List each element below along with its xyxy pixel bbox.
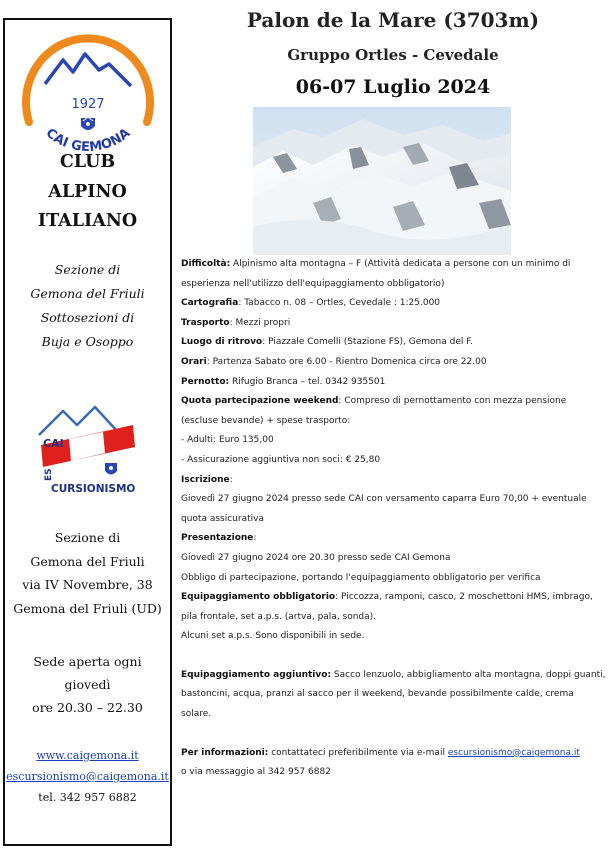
trasporto xyxy=(181,314,606,334)
presentazione-text: Giovedì 27 giugno 2024 ore 20.30 presso sede CAI Gemona xyxy=(181,552,451,563)
cai-shield-icon xyxy=(105,463,117,475)
address-line: Sezione di xyxy=(54,530,121,545)
presentazione-colon: : xyxy=(253,533,257,544)
contacts-block xyxy=(5,745,170,808)
logo-name: CAI GEMONA xyxy=(42,125,134,152)
club-title-line: ITALIANO xyxy=(37,211,138,231)
equip-obbl-text: : Piccozza, ramponi, casco, 2 moschettoni HMS, imbrago, pila frontale, set a.p.s. (artva, pala, sonda). xyxy=(181,592,593,622)
sezione-line: Sezione di xyxy=(54,262,121,277)
event-subtitle: Gruppo Ortles - Cevedale xyxy=(287,46,499,64)
pernotto xyxy=(181,373,606,393)
cai-gemona-logo xyxy=(13,24,163,152)
esc-logo-word: CURSIONISMO xyxy=(51,483,136,495)
equipaggiamento-aggiuntivo xyxy=(181,666,606,725)
trasporto-label: Trasporto xyxy=(181,317,230,328)
club-title-line: CLUB xyxy=(59,152,116,172)
event-date: 06-07 Luglio 2024 xyxy=(295,76,491,98)
ritrovo-text: : Piazzale Comelli (Stazione FS), Gemona del F. xyxy=(262,337,473,348)
sezione-line: Gemona del Friuli xyxy=(30,286,145,301)
equip-agg-label: Equipaggiamento aggiuntivo: xyxy=(181,669,332,680)
cai-escursionismo-logo xyxy=(33,401,143,499)
difficolta-text: Alpinismo alta montagna – F (Attività dedicata a persone con un minimo di esperienza nell'utilizzo dell'equipaggiamento obbligatorio) xyxy=(181,259,571,289)
sezione-line: Buja e Osoppo xyxy=(41,334,134,349)
obbligo-partecipazione: Obbligo di partecipazione, portando l'equipaggiamento obbligatorio per verifica xyxy=(181,572,541,583)
logo-year: 1927 xyxy=(71,97,105,112)
hours-line: ore 20.30 – 22.30 xyxy=(32,700,143,715)
quota-label: Quota partecipazione weekend xyxy=(181,396,339,407)
difficolta-label: Difficoltà: xyxy=(181,259,231,269)
presentazione-label: Presentazione xyxy=(181,533,254,544)
address-line: Gemona del Friuli (UD) xyxy=(13,600,162,616)
club-title xyxy=(5,148,170,237)
address-block xyxy=(5,526,170,620)
pernotto-text: Rifugio Branca – tel. 0342 935501 xyxy=(229,376,386,387)
quota-adulti: - Adulti: Euro 135,00 xyxy=(181,435,274,446)
orari-text: : Partenza Sabato ore 6.00 - Rientro Domenica circa ore 22.00 xyxy=(206,356,487,367)
quota-text: : Compreso di pernottamento con mezza pensione (escluse bevande) + spese trasporto: xyxy=(181,396,567,426)
hours-line: giovedì xyxy=(64,677,111,692)
cartografia xyxy=(181,294,606,314)
per-informazioni xyxy=(181,744,606,764)
equip-agg-text: Sacco lenzuolo, abbigliamento alta montagna, doppi guanti, bastoncini, acqua, pranzi al sacco per il weekend, bevande possibilmente calde, crema solare. xyxy=(181,669,606,720)
iscrizione-label: Iscrizione xyxy=(181,474,230,485)
orari xyxy=(181,353,606,373)
info-label: Per informazioni: xyxy=(181,747,269,758)
event-title: Palon de la Mare (3703m) xyxy=(246,8,540,32)
info-messaggio: o via messaggio al 342 957 6882 xyxy=(181,767,331,778)
esc-logo-cai: CAI xyxy=(43,437,64,450)
address-line: via IV Novembre, 38 xyxy=(22,577,153,592)
equip-obbl-label: Equipaggiamento obbligatorio xyxy=(181,592,336,603)
quota-assicurazione: - Assicurazione aggiuntiva non soci: € 25,80 xyxy=(181,454,381,465)
sezione-line: Sottosezioni di xyxy=(40,310,135,325)
website-link[interactable]: www.caigemona.it xyxy=(36,749,139,762)
iscrizione-text: Giovedì 27 giugno 2024 presso sede CAI con versamento caparra Euro 70,00 + eventuale quota assicurativa xyxy=(181,494,587,524)
mountain-photo xyxy=(253,107,511,255)
presentazione-heading xyxy=(181,529,606,549)
sezione-text xyxy=(5,258,170,354)
phone-number: tel. 342 957 6882 xyxy=(38,791,137,804)
hours-line: Sede aperta ogni xyxy=(33,654,142,669)
club-title-line: ALPINO xyxy=(48,181,127,202)
sidebar xyxy=(3,18,172,846)
trasporto-text: : Mezzi propri xyxy=(229,317,291,328)
opening-hours xyxy=(5,650,170,719)
info-email-link[interactable]: escursionismo@caigemona.it xyxy=(447,747,580,758)
iscrizione-colon: : xyxy=(229,474,233,485)
iscrizione-heading xyxy=(181,471,606,491)
difficolta xyxy=(181,255,606,294)
luogo-ritrovo xyxy=(181,333,606,353)
cai-shield-icon xyxy=(81,117,95,130)
email-link[interactable]: escursionismo@caigemona.it xyxy=(6,770,169,783)
quota-partecipazione xyxy=(181,392,606,431)
address-line: Gemona del Friuli xyxy=(30,553,145,569)
cartografia-text: : Tabacco n. 08 – Ortles, Cevedale : 1:25.000 xyxy=(238,298,441,309)
ritrovo-label: Luogo di ritrovo xyxy=(181,337,263,348)
event-details xyxy=(181,255,606,783)
pernotto-label: Pernotto: xyxy=(181,376,230,387)
info-text: contattateci preferibilmente via e-mail xyxy=(268,747,448,758)
equipaggiamento-obbligatorio xyxy=(181,588,606,627)
orari-label: Orari xyxy=(181,356,207,367)
cartografia-label: Cartografia xyxy=(181,298,239,309)
esc-logo-letters: ES xyxy=(44,468,54,481)
alcuni-set: Alcuni set a.p.s. Sono disponibili in sede. xyxy=(181,631,365,642)
